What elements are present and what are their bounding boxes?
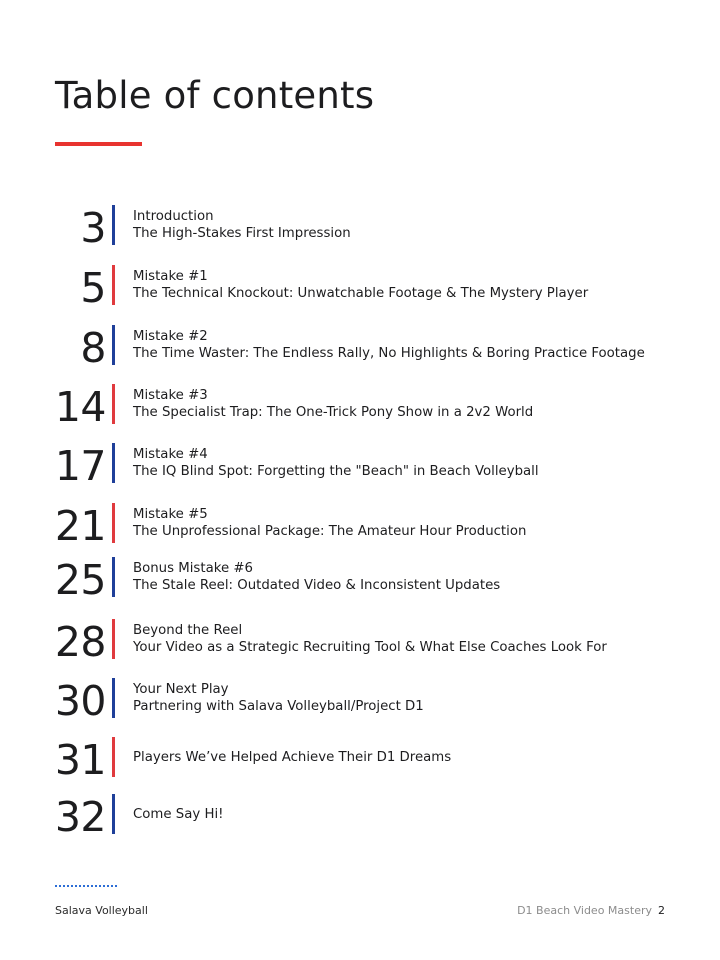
toc-entry-text: [133, 557, 713, 597]
toc-entry-heading: Mistake #2: [133, 329, 208, 344]
toc-page-number: 14: [54, 383, 106, 431]
toc-entry-text: [133, 678, 713, 718]
toc-entry-beyond-the-reel[interactable]: [0, 619, 720, 665]
toc-entry-text: [133, 265, 713, 305]
toc-entry-text: [133, 737, 713, 777]
toc-entry-text: [133, 205, 713, 245]
toc-entry-heading: Mistake #1: [133, 269, 208, 284]
toc-entry-text: [133, 384, 713, 424]
toc-entry-subtitle: The Stale Reel: Outdated Video & Inconsistent Updates: [133, 578, 501, 593]
toc-accent-bar: [112, 443, 115, 483]
toc-entry-heading: Players We’ve Helped Achieve Their D1 Dreams: [133, 749, 452, 765]
toc-accent-bar: [112, 557, 115, 597]
toc-entry-heading: Introduction: [133, 209, 214, 224]
toc-accent-bar: [112, 205, 115, 245]
toc-entry-heading: Bonus Mistake #6: [133, 561, 253, 576]
toc-accent-bar: [112, 619, 115, 659]
toc-page-number: 31: [54, 736, 106, 784]
toc-entry-subtitle: The IQ Blind Spot: Forgetting the "Beach" in Beach Volleyball: [133, 464, 539, 479]
toc-entry-text: [133, 325, 713, 365]
toc-entry-heading: Beyond the Reel: [133, 623, 243, 638]
toc-page-number: 30: [54, 677, 106, 725]
toc-page-number: 28: [54, 618, 106, 666]
toc-entry-heading: Come Say Hi!: [133, 806, 224, 822]
toc-entry-heading: Mistake #5: [133, 507, 208, 522]
toc-entry-heading: Your Next Play: [133, 682, 229, 697]
footer-dotted-divider: [55, 885, 117, 887]
toc-entry-mistake-1[interactable]: [0, 265, 720, 311]
toc-accent-bar: [112, 737, 115, 777]
toc-page-number: 21: [54, 502, 106, 550]
toc-entry-mistake-3[interactable]: [0, 384, 720, 430]
toc-entry-text: [133, 619, 713, 659]
footer-right: [517, 904, 665, 917]
toc-entry-come-say-hi[interactable]: [0, 794, 720, 840]
footer-page-number: 2: [658, 904, 665, 917]
toc-accent-bar: [112, 678, 115, 718]
toc-page-number: 17: [54, 442, 106, 490]
footer-document-title: D1 Beach Video Mastery: [517, 904, 652, 917]
toc-entry-text: [133, 794, 713, 834]
page-title: Table of contents: [55, 74, 375, 117]
toc-page-number: 8: [80, 324, 106, 372]
toc-accent-bar: [112, 794, 115, 834]
toc-accent-bar: [112, 384, 115, 424]
toc-entry-subtitle: Your Video as a Strategic Recruiting Tool & What Else Coaches Look For: [133, 640, 607, 655]
toc-entry-introduction[interactable]: [0, 205, 720, 251]
toc-entry-subtitle: The Technical Knockout: Unwatchable Footage & The Mystery Player: [133, 286, 589, 301]
toc-entry-subtitle: The Time Waster: The Endless Rally, No Highlights & Boring Practice Footage: [133, 346, 645, 361]
toc-entry-mistake-2[interactable]: [0, 325, 720, 371]
toc-page-number: 3: [80, 204, 106, 252]
toc-entry-subtitle: The Unprofessional Package: The Amateur Hour Production: [133, 524, 527, 539]
toc-page-number: 25: [54, 556, 106, 604]
toc-entry-mistake-5[interactable]: [0, 503, 720, 549]
toc-entry-your-next-play[interactable]: [0, 678, 720, 724]
toc-entry-text: [133, 503, 713, 543]
toc-entry-mistake-4[interactable]: [0, 443, 720, 489]
toc-accent-bar: [112, 503, 115, 543]
toc-entry-subtitle: Partnering with Salava Volleyball/Project D1: [133, 699, 424, 714]
footer-brand: Salava Volleyball: [55, 904, 148, 917]
toc-page-number: 5: [80, 264, 106, 312]
toc-page-number: 32: [54, 793, 106, 841]
toc-entry-subtitle: The High-Stakes First Impression: [133, 226, 351, 241]
toc-entry-players-helped[interactable]: [0, 737, 720, 783]
toc-entry-heading: Mistake #3: [133, 388, 208, 403]
toc-accent-bar: [112, 265, 115, 305]
toc-entry-heading: Mistake #4: [133, 447, 208, 462]
toc-entry-bonus-mistake-6[interactable]: [0, 557, 720, 603]
toc-accent-bar: [112, 325, 115, 365]
toc-entry-subtitle: The Specialist Trap: The One-Trick Pony Show in a 2v2 World: [133, 405, 534, 420]
toc-entry-text: [133, 443, 713, 483]
